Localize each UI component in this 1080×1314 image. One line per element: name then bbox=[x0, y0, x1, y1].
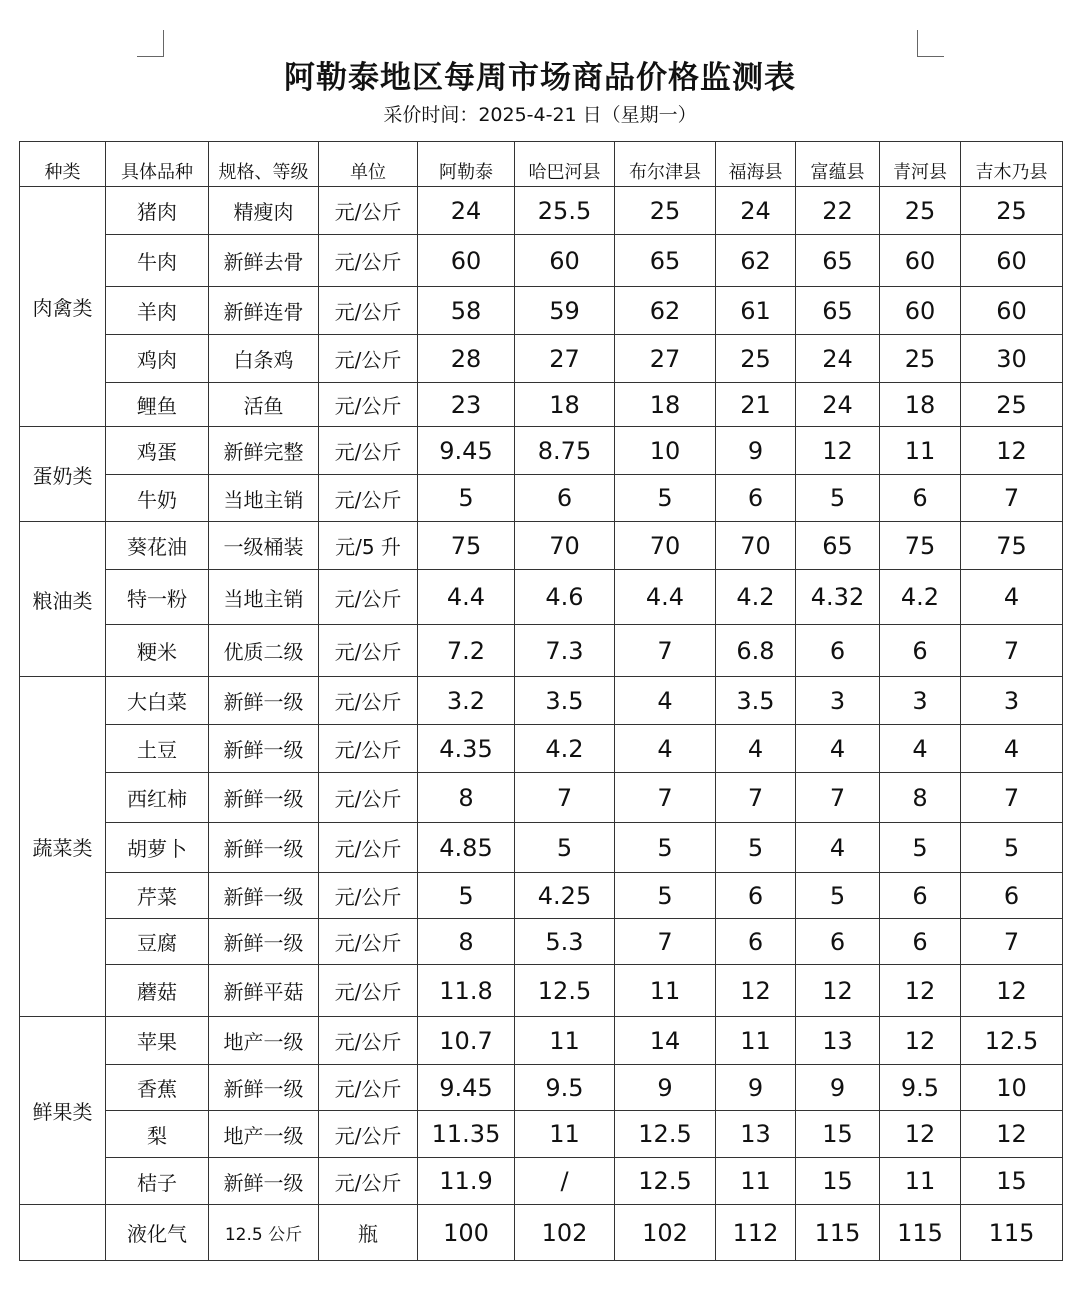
price-cell: 4.2 bbox=[716, 570, 796, 625]
spec-cell: 新鲜一级 bbox=[209, 873, 319, 919]
price-cell: / bbox=[515, 1158, 615, 1205]
price-cell: 11 bbox=[515, 1111, 615, 1158]
unit-cell: 元/公斤 bbox=[319, 1065, 418, 1111]
price-cell: 75 bbox=[418, 522, 515, 570]
item-name-cell: 大白菜 bbox=[106, 677, 209, 725]
price-cell: 60 bbox=[880, 287, 961, 335]
price-cell: 7.2 bbox=[418, 625, 515, 677]
price-cell: 12.5 bbox=[515, 965, 615, 1017]
price-cell: 5.3 bbox=[515, 919, 615, 965]
price-cell: 11.9 bbox=[418, 1158, 515, 1205]
price-cell: 8 bbox=[418, 773, 515, 823]
table-row bbox=[20, 919, 1063, 965]
price-cell: 12 bbox=[961, 1111, 1063, 1158]
price-cell: 6 bbox=[796, 625, 880, 677]
table-row bbox=[20, 677, 1063, 725]
price-cell: 65 bbox=[796, 522, 880, 570]
header-cell: 青河县 bbox=[880, 142, 961, 187]
category-cell: 蛋奶类 bbox=[20, 427, 106, 522]
price-cell: 7 bbox=[961, 773, 1063, 823]
spec-cell: 12.5 公斤 bbox=[209, 1205, 319, 1261]
price-cell: 9 bbox=[615, 1065, 716, 1111]
spec-cell: 新鲜一级 bbox=[209, 773, 319, 823]
price-cell: 12 bbox=[961, 965, 1063, 1017]
table-row bbox=[20, 1017, 1063, 1065]
price-cell: 15 bbox=[796, 1111, 880, 1158]
price-cell: 4.25 bbox=[515, 873, 615, 919]
item-name-cell: 羊肉 bbox=[106, 287, 209, 335]
item-name-cell: 蘑菇 bbox=[106, 965, 209, 1017]
price-cell: 7 bbox=[615, 625, 716, 677]
price-cell: 13 bbox=[796, 1017, 880, 1065]
header-cell: 单位 bbox=[319, 142, 418, 187]
item-name-cell: 猪肉 bbox=[106, 187, 209, 235]
price-cell: 11 bbox=[880, 427, 961, 475]
table-row bbox=[20, 235, 1063, 287]
price-cell: 58 bbox=[418, 287, 515, 335]
spec-cell: 一级桶装 bbox=[209, 522, 319, 570]
price-cell: 28 bbox=[418, 335, 515, 383]
price-cell: 25 bbox=[880, 187, 961, 235]
table-row bbox=[20, 773, 1063, 823]
price-cell: 60 bbox=[961, 235, 1063, 287]
table-row bbox=[20, 522, 1063, 570]
price-cell: 65 bbox=[796, 287, 880, 335]
price-cell: 5 bbox=[716, 823, 796, 873]
price-cell: 7 bbox=[961, 475, 1063, 522]
price-cell: 18 bbox=[615, 383, 716, 427]
price-cell: 100 bbox=[418, 1205, 515, 1261]
price-cell: 8.75 bbox=[515, 427, 615, 475]
price-cell: 24 bbox=[796, 335, 880, 383]
header-cell: 种类 bbox=[20, 142, 106, 187]
price-cell: 15 bbox=[796, 1158, 880, 1205]
price-cell: 25 bbox=[716, 335, 796, 383]
table-row bbox=[20, 725, 1063, 773]
price-cell: 61 bbox=[716, 287, 796, 335]
price-cell: 12.5 bbox=[615, 1111, 716, 1158]
price-cell: 75 bbox=[880, 522, 961, 570]
price-cell: 11 bbox=[615, 965, 716, 1017]
unit-cell: 元/公斤 bbox=[319, 287, 418, 335]
unit-cell: 元/5 升 bbox=[319, 522, 418, 570]
header-cell: 阿勒泰 bbox=[418, 142, 515, 187]
price-cell: 13 bbox=[716, 1111, 796, 1158]
unit-cell: 元/公斤 bbox=[319, 625, 418, 677]
price-cell: 5 bbox=[615, 475, 716, 522]
price-cell: 8 bbox=[880, 773, 961, 823]
price-cell: 4.32 bbox=[796, 570, 880, 625]
price-cell: 18 bbox=[880, 383, 961, 427]
spec-cell: 白条鸡 bbox=[209, 335, 319, 383]
unit-cell: 元/公斤 bbox=[319, 383, 418, 427]
table-row bbox=[20, 1111, 1063, 1158]
unit-cell: 元/公斤 bbox=[319, 677, 418, 725]
table-row bbox=[20, 335, 1063, 383]
table-row bbox=[20, 570, 1063, 625]
price-cell: 115 bbox=[880, 1205, 961, 1261]
price-cell: 11.35 bbox=[418, 1111, 515, 1158]
item-name-cell: 芹菜 bbox=[106, 873, 209, 919]
price-cell: 7 bbox=[796, 773, 880, 823]
unit-cell: 元/公斤 bbox=[319, 235, 418, 287]
price-cell: 12.5 bbox=[961, 1017, 1063, 1065]
unit-cell: 元/公斤 bbox=[319, 335, 418, 383]
header-cell: 富蕴县 bbox=[796, 142, 880, 187]
price-cell: 4.4 bbox=[418, 570, 515, 625]
unit-cell: 元/公斤 bbox=[319, 725, 418, 773]
price-cell: 4 bbox=[796, 725, 880, 773]
price-cell: 4.2 bbox=[515, 725, 615, 773]
price-cell: 6 bbox=[880, 873, 961, 919]
header-cell: 哈巴河县 bbox=[515, 142, 615, 187]
price-cell: 4.85 bbox=[418, 823, 515, 873]
table-row bbox=[20, 1205, 1063, 1261]
price-cell: 65 bbox=[796, 235, 880, 287]
spec-cell: 新鲜一级 bbox=[209, 677, 319, 725]
price-cell: 24 bbox=[716, 187, 796, 235]
price-cell: 6 bbox=[716, 919, 796, 965]
price-cell: 25 bbox=[615, 187, 716, 235]
price-cell: 6 bbox=[880, 475, 961, 522]
price-cell: 3.5 bbox=[515, 677, 615, 725]
item-name-cell: 粳米 bbox=[106, 625, 209, 677]
price-cell: 18 bbox=[515, 383, 615, 427]
price-cell: 22 bbox=[796, 187, 880, 235]
price-cell: 5 bbox=[961, 823, 1063, 873]
price-cell: 60 bbox=[418, 235, 515, 287]
price-cell: 27 bbox=[615, 335, 716, 383]
price-cell: 4.35 bbox=[418, 725, 515, 773]
price-cell: 115 bbox=[961, 1205, 1063, 1261]
table-body bbox=[20, 187, 1063, 1261]
item-name-cell: 桔子 bbox=[106, 1158, 209, 1205]
category-cell: 粮油类 bbox=[20, 522, 106, 677]
price-cell: 70 bbox=[515, 522, 615, 570]
spec-cell: 精瘦肉 bbox=[209, 187, 319, 235]
price-cell: 3 bbox=[880, 677, 961, 725]
price-cell: 5 bbox=[615, 823, 716, 873]
price-cell: 11 bbox=[515, 1017, 615, 1065]
price-cell: 4 bbox=[961, 570, 1063, 625]
price-cell: 9.5 bbox=[880, 1065, 961, 1111]
price-cell: 62 bbox=[716, 235, 796, 287]
price-cell: 7.3 bbox=[515, 625, 615, 677]
price-cell: 70 bbox=[716, 522, 796, 570]
price-cell: 4 bbox=[880, 725, 961, 773]
category-cell: 肉禽类 bbox=[20, 187, 106, 427]
item-name-cell: 土豆 bbox=[106, 725, 209, 773]
item-name-cell: 液化气 bbox=[106, 1205, 209, 1261]
header-cell: 福海县 bbox=[716, 142, 796, 187]
category-cell bbox=[20, 1205, 106, 1261]
price-cell: 12 bbox=[880, 1111, 961, 1158]
page-subtitle: 采价时间：2025-4-21 日（星期一） bbox=[383, 104, 697, 126]
price-cell: 5 bbox=[615, 873, 716, 919]
spec-cell: 活鱼 bbox=[209, 383, 319, 427]
price-cell: 11 bbox=[880, 1158, 961, 1205]
spec-cell: 地产一级 bbox=[209, 1111, 319, 1158]
price-cell: 115 bbox=[796, 1205, 880, 1261]
price-cell: 102 bbox=[515, 1205, 615, 1261]
spec-cell: 地产一级 bbox=[209, 1017, 319, 1065]
price-cell: 5 bbox=[418, 475, 515, 522]
price-cell: 9.45 bbox=[418, 427, 515, 475]
price-cell: 5 bbox=[880, 823, 961, 873]
item-name-cell: 牛肉 bbox=[106, 235, 209, 287]
price-cell: 24 bbox=[418, 187, 515, 235]
item-name-cell: 豆腐 bbox=[106, 919, 209, 965]
price-cell: 9 bbox=[796, 1065, 880, 1111]
price-cell: 5 bbox=[418, 873, 515, 919]
price-cell: 6 bbox=[880, 625, 961, 677]
table-row bbox=[20, 475, 1063, 522]
item-name-cell: 牛奶 bbox=[106, 475, 209, 522]
price-cell: 8 bbox=[418, 919, 515, 965]
unit-cell: 元/公斤 bbox=[319, 1017, 418, 1065]
price-cell: 4 bbox=[716, 725, 796, 773]
price-cell: 12 bbox=[716, 965, 796, 1017]
price-cell: 12.5 bbox=[615, 1158, 716, 1205]
header-cell: 吉木乃县 bbox=[961, 142, 1063, 187]
price-cell: 3.2 bbox=[418, 677, 515, 725]
spec-cell: 新鲜一级 bbox=[209, 1065, 319, 1111]
unit-cell: 元/公斤 bbox=[319, 773, 418, 823]
spec-cell: 新鲜去骨 bbox=[209, 235, 319, 287]
price-cell: 25 bbox=[961, 383, 1063, 427]
price-cell: 6.8 bbox=[716, 625, 796, 677]
price-cell: 6 bbox=[961, 873, 1063, 919]
price-cell: 4 bbox=[961, 725, 1063, 773]
header-row bbox=[20, 142, 1063, 187]
price-cell: 7 bbox=[515, 773, 615, 823]
price-cell: 3 bbox=[961, 677, 1063, 725]
category-cell: 鲜果类 bbox=[20, 1017, 106, 1205]
price-cell: 21 bbox=[716, 383, 796, 427]
price-cell: 4 bbox=[615, 677, 716, 725]
price-cell: 11 bbox=[716, 1017, 796, 1065]
item-name-cell: 葵花油 bbox=[106, 522, 209, 570]
spec-cell: 新鲜一级 bbox=[209, 725, 319, 773]
price-cell: 27 bbox=[515, 335, 615, 383]
header-cell: 布尔津县 bbox=[615, 142, 716, 187]
item-name-cell: 特一粉 bbox=[106, 570, 209, 625]
table-row bbox=[20, 187, 1063, 235]
price-cell: 70 bbox=[615, 522, 716, 570]
price-cell: 102 bbox=[615, 1205, 716, 1261]
item-name-cell: 苹果 bbox=[106, 1017, 209, 1065]
price-cell: 7 bbox=[716, 773, 796, 823]
price-cell: 6 bbox=[716, 475, 796, 522]
price-cell: 112 bbox=[716, 1205, 796, 1261]
table-row bbox=[20, 383, 1063, 427]
price-cell: 25 bbox=[961, 187, 1063, 235]
price-cell: 4.2 bbox=[880, 570, 961, 625]
price-cell: 59 bbox=[515, 287, 615, 335]
table-row bbox=[20, 965, 1063, 1017]
price-cell: 12 bbox=[796, 427, 880, 475]
price-cell: 12 bbox=[880, 965, 961, 1017]
price-cell: 62 bbox=[615, 287, 716, 335]
unit-cell: 元/公斤 bbox=[319, 823, 418, 873]
item-name-cell: 西红柿 bbox=[106, 773, 209, 823]
item-name-cell: 鸡蛋 bbox=[106, 427, 209, 475]
price-cell: 9.45 bbox=[418, 1065, 515, 1111]
unit-cell: 元/公斤 bbox=[319, 1111, 418, 1158]
price-cell: 14 bbox=[615, 1017, 716, 1065]
price-cell: 6 bbox=[515, 475, 615, 522]
price-cell: 12 bbox=[961, 427, 1063, 475]
header-cell: 具体品种 bbox=[106, 142, 209, 187]
item-name-cell: 胡萝卜 bbox=[106, 823, 209, 873]
spec-cell: 新鲜连骨 bbox=[209, 287, 319, 335]
item-name-cell: 香蕉 bbox=[106, 1065, 209, 1111]
price-cell: 12 bbox=[880, 1017, 961, 1065]
price-cell: 15 bbox=[961, 1158, 1063, 1205]
price-cell: 4 bbox=[615, 725, 716, 773]
price-cell: 7 bbox=[615, 919, 716, 965]
unit-cell: 元/公斤 bbox=[319, 919, 418, 965]
price-cell: 10.7 bbox=[418, 1017, 515, 1065]
table-row bbox=[20, 427, 1063, 475]
price-cell: 12 bbox=[796, 965, 880, 1017]
spec-cell: 当地主销 bbox=[209, 475, 319, 522]
price-cell: 11.8 bbox=[418, 965, 515, 1017]
table-row bbox=[20, 625, 1063, 677]
price-cell: 25.5 bbox=[515, 187, 615, 235]
price-cell: 11 bbox=[716, 1158, 796, 1205]
item-name-cell: 鸡肉 bbox=[106, 335, 209, 383]
price-cell: 7 bbox=[615, 773, 716, 823]
table-row bbox=[20, 287, 1063, 335]
table-row bbox=[20, 823, 1063, 873]
table-row bbox=[20, 873, 1063, 919]
unit-cell: 元/公斤 bbox=[319, 427, 418, 475]
price-table bbox=[19, 141, 1063, 1261]
price-cell: 5 bbox=[796, 873, 880, 919]
spec-cell: 新鲜平菇 bbox=[209, 965, 319, 1017]
unit-cell: 元/公斤 bbox=[319, 570, 418, 625]
spec-cell: 新鲜一级 bbox=[209, 1158, 319, 1205]
price-cell: 7 bbox=[961, 625, 1063, 677]
price-cell: 5 bbox=[796, 475, 880, 522]
price-cell: 65 bbox=[615, 235, 716, 287]
price-cell: 9 bbox=[716, 427, 796, 475]
price-cell: 30 bbox=[961, 335, 1063, 383]
price-cell: 10 bbox=[615, 427, 716, 475]
item-name-cell: 鲤鱼 bbox=[106, 383, 209, 427]
price-cell: 6 bbox=[716, 873, 796, 919]
table-row bbox=[20, 1065, 1063, 1111]
price-cell: 23 bbox=[418, 383, 515, 427]
unit-cell: 元/公斤 bbox=[319, 475, 418, 522]
spec-cell: 新鲜一级 bbox=[209, 823, 319, 873]
price-cell: 60 bbox=[880, 235, 961, 287]
price-cell: 10 bbox=[961, 1065, 1063, 1111]
item-name-cell: 梨 bbox=[106, 1111, 209, 1158]
price-cell: 3.5 bbox=[716, 677, 796, 725]
price-cell: 4 bbox=[796, 823, 880, 873]
price-cell: 60 bbox=[961, 287, 1063, 335]
price-cell: 4.4 bbox=[615, 570, 716, 625]
spec-cell: 新鲜完整 bbox=[209, 427, 319, 475]
price-cell: 75 bbox=[961, 522, 1063, 570]
price-cell: 25 bbox=[880, 335, 961, 383]
price-cell: 24 bbox=[796, 383, 880, 427]
table-row bbox=[20, 1158, 1063, 1205]
unit-cell: 瓶 bbox=[319, 1205, 418, 1261]
price-cell: 9.5 bbox=[515, 1065, 615, 1111]
spec-cell: 当地主销 bbox=[209, 570, 319, 625]
unit-cell: 元/公斤 bbox=[319, 1158, 418, 1205]
price-cell: 9 bbox=[716, 1065, 796, 1111]
price-cell: 3 bbox=[796, 677, 880, 725]
price-cell: 60 bbox=[515, 235, 615, 287]
unit-cell: 元/公斤 bbox=[319, 965, 418, 1017]
price-cell: 4.6 bbox=[515, 570, 615, 625]
page-title: 阿勒泰地区每周市场商品价格监测表 bbox=[284, 60, 796, 96]
price-cell: 7 bbox=[961, 919, 1063, 965]
spec-cell: 新鲜一级 bbox=[209, 919, 319, 965]
unit-cell: 元/公斤 bbox=[319, 873, 418, 919]
price-cell: 6 bbox=[880, 919, 961, 965]
category-cell: 蔬菜类 bbox=[20, 677, 106, 1017]
header-cell: 规格、等级 bbox=[209, 142, 319, 187]
price-cell: 6 bbox=[796, 919, 880, 965]
spec-cell: 优质二级 bbox=[209, 625, 319, 677]
unit-cell: 元/公斤 bbox=[319, 187, 418, 235]
price-cell: 5 bbox=[515, 823, 615, 873]
